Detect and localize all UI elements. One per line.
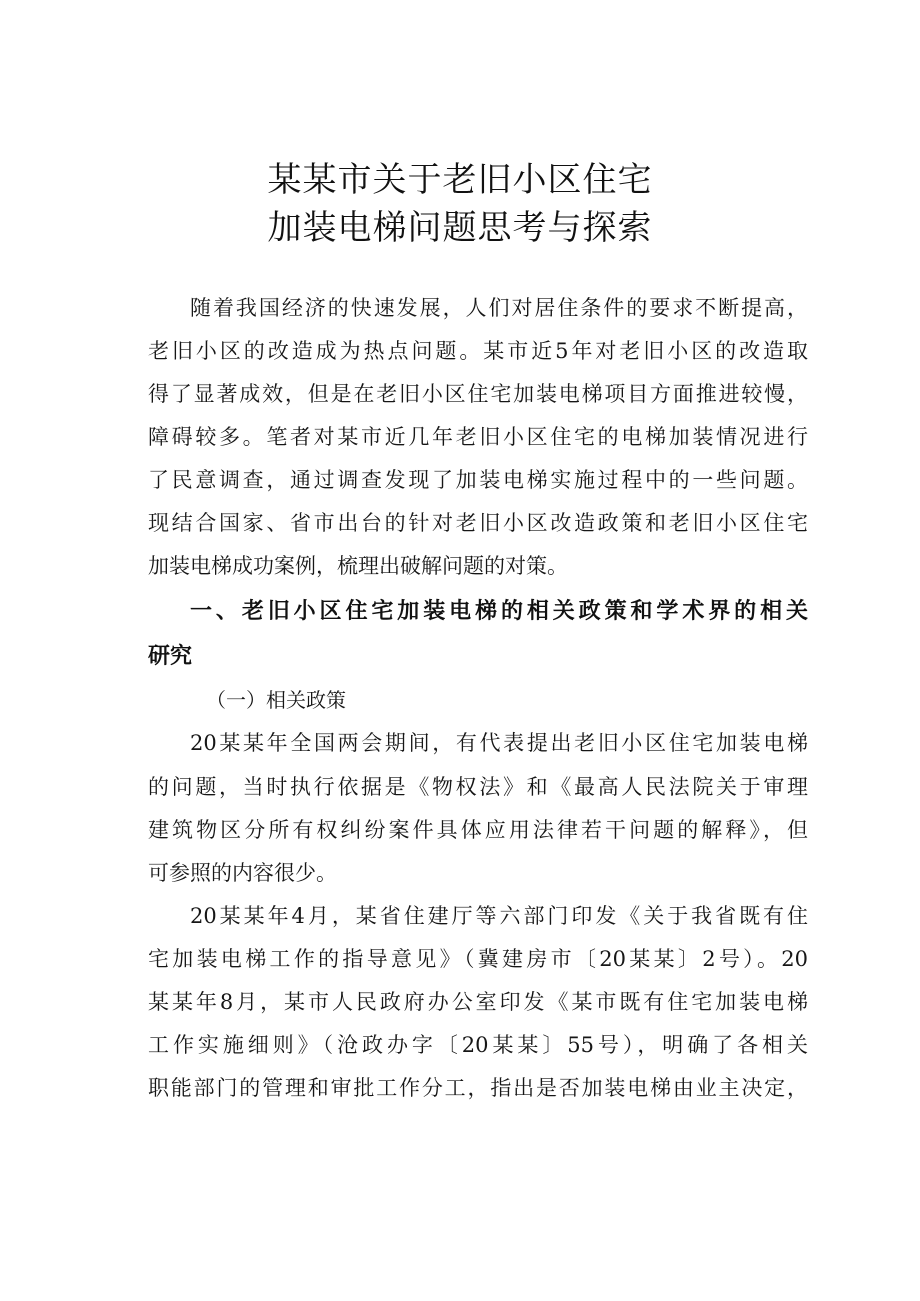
intro-line-3: 得了显著成效，但是在老旧小区住宅加装电梯项目方面推进较慢，	[148, 382, 808, 406]
intro-line-7: 加装电梯成功案例，梳理出破解问题的对策。	[148, 554, 568, 578]
para3-line-5: 职能部门的管理和审批工作分工，指出是否加装电梯由业主决定，	[148, 1076, 808, 1100]
subsection-heading: （一）相关政策	[206, 688, 346, 712]
intro-line-6: 现结合国家、省市出台的针对老旧小区改造政策和老旧小区住宅	[148, 511, 808, 535]
intro-line-5: 了民意调查，通过调查发现了加装电梯实施过程中的一些问题。	[148, 468, 808, 492]
para3-line-3: 某某年8月，某市人民政府办公室印发《某市既有住宅加装电梯	[148, 990, 808, 1014]
para2-line-1: 20某某年全国两会期间，有代表提出老旧小区住宅加装电梯	[190, 731, 808, 755]
section-heading-line-2: 研究	[148, 644, 193, 669]
para3-line-2: 宅加装电梯工作的指导意见》（冀建房市〔20某某〕2号）。20	[148, 947, 808, 971]
para2-line-2: 的问题，当时执行依据是《物权法》和《最高人民法院关于审理	[148, 775, 808, 799]
para3-line-1: 20某某年4月，某省住建厅等六部门印发《关于我省既有住	[190, 904, 808, 928]
intro-line-2: 老旧小区的改造成为热点问题。某市近5年对老旧小区的改造取	[148, 339, 808, 363]
para3-line-4: 工作实施细则》（沧政办字〔20某某〕55号），明确了各相关	[148, 1033, 808, 1057]
para2-line-4: 可参照的内容很少。	[148, 861, 337, 885]
intro-line-4: 障碍较多。笔者对某市近几年老旧小区住宅的电梯加装情况进行	[148, 425, 808, 449]
document-title-line-2: 加装电梯问题思考与探索	[267, 208, 653, 248]
section-heading-line-1: 一、老旧小区住宅加装电梯的相关政策和学术界的相关	[190, 599, 808, 624]
intro-line-1: 随着我国经济的快速发展，人们对居住条件的要求不断提高，	[190, 296, 808, 320]
document-title-line-1: 某某市关于老旧小区住宅	[267, 160, 653, 200]
para2-line-3: 建筑物区分所有权纠纷案件具体应用法律若干问题的解释》，但	[148, 818, 808, 842]
